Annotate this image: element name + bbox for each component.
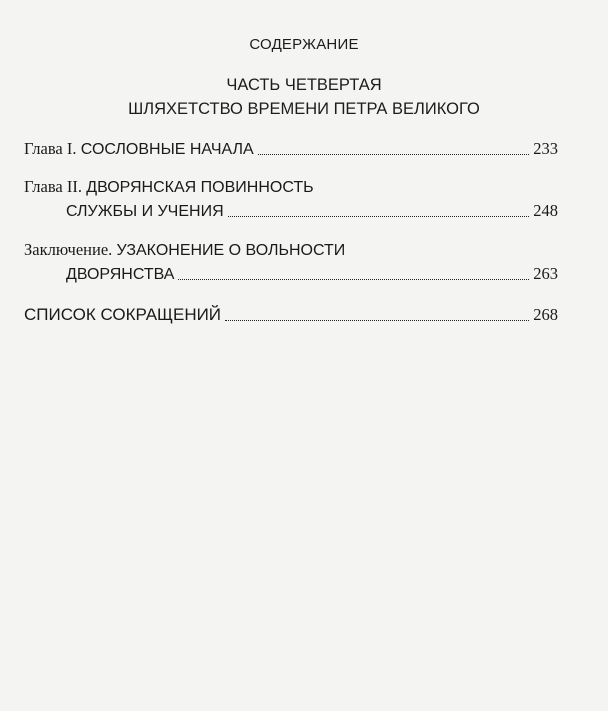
toc-entry-title: СОСЛОВНЫЕ НАЧАЛА	[80, 141, 254, 158]
toc-page-number: 233	[533, 139, 558, 158]
bleed-through-line	[0, 370, 608, 386]
toc-entry-title: УЗАКОНЕНИЕ О ВОЛЬНОСТИ	[116, 242, 346, 259]
dot-leader	[225, 320, 529, 321]
toc-page-number: 248	[533, 201, 558, 220]
toc-entry-title-continued: ДВОРЯНСТВА	[66, 266, 175, 283]
toc-chapter-label: Заключение.	[24, 240, 113, 259]
toc-entry-chapter-1	[24, 137, 558, 161]
toc-entry-abbreviations	[24, 303, 558, 327]
dot-leader	[178, 279, 529, 280]
toc-entry-title-continued: СЛУЖБЫ И УЧЕНИЯ	[66, 203, 224, 220]
toc-chapter-label: Глава I.	[24, 139, 77, 158]
toc-entry-conclusion	[24, 238, 558, 286]
toc-entry-title: СПИСОК СОКРАЩЕНИЙ	[24, 305, 222, 324]
toc-entry-chapter-2	[24, 175, 558, 223]
toc-entry-title: ДВОРЯНСКАЯ ПОВИННОСТЬ	[86, 179, 314, 196]
toc-chapter-label: Глава II.	[24, 177, 82, 196]
dot-leader	[258, 154, 530, 155]
toc-page-number: 268	[533, 305, 558, 324]
part-title: ЧАСТЬ ЧЕТВЕРТАЯ	[226, 76, 382, 94]
part-subtitle: ШЛЯХЕТСТВО ВРЕМЕНИ ПЕТРА ВЕЛИКОГО	[128, 100, 480, 118]
toc-page-number: 263	[533, 264, 558, 283]
dot-leader	[228, 216, 530, 217]
contents-title: СОДЕРЖАНИЕ	[249, 36, 359, 53]
